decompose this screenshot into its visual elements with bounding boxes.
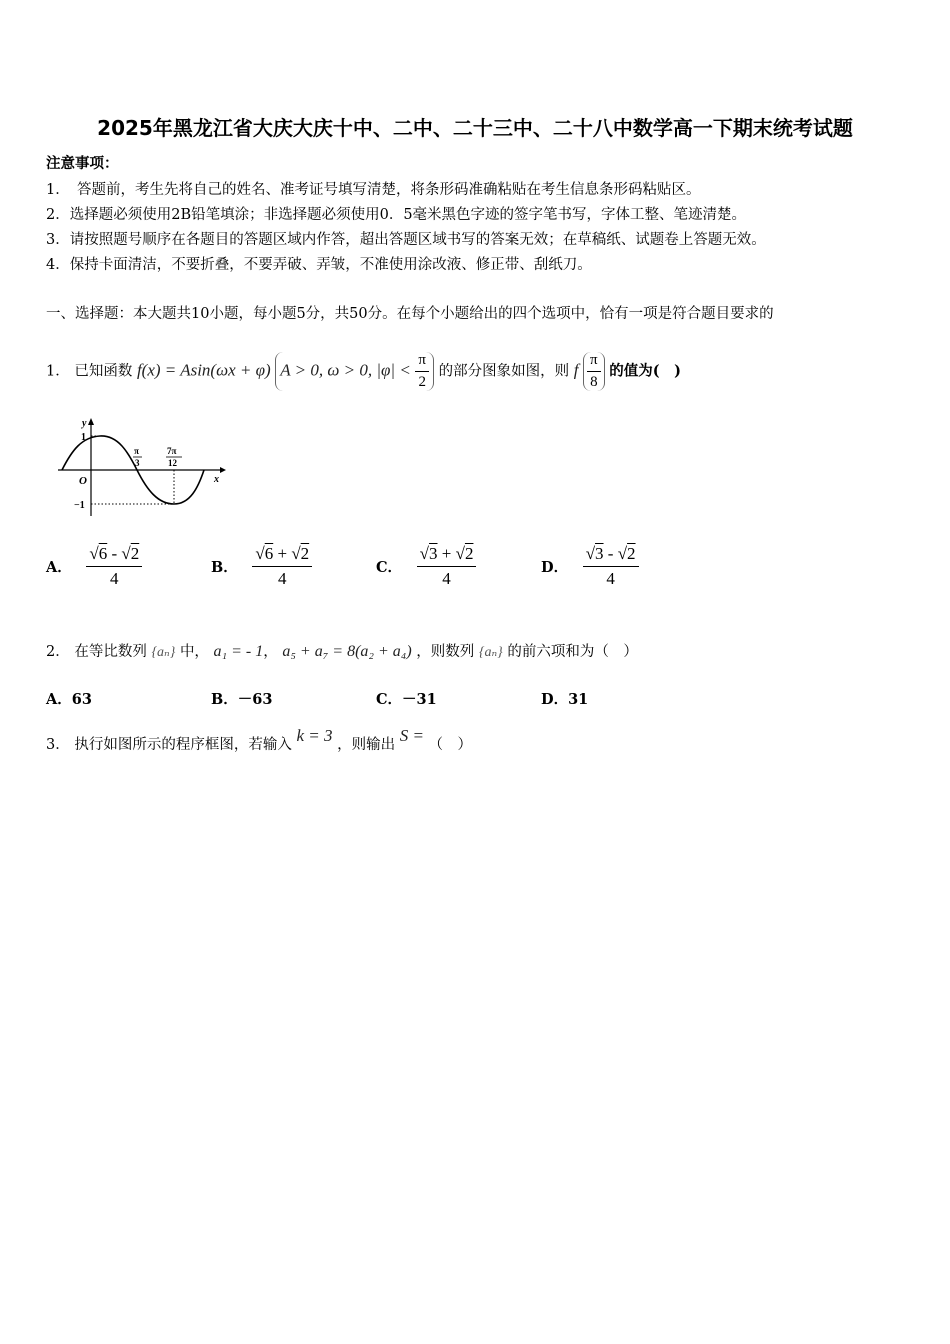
page-title: 2025年黑龙江省大庆大庆十中、二中、二十三中、二十八中数学高一下期末统考试题 <box>97 116 853 140</box>
notice-item: 3．请按照题号顺序在各题目的答题区域内作答，超出答题区域书写的答案无效；在草稿纸、试题卷上答题无效。 <box>46 232 766 248</box>
question-3-stem: 3． 执行如图所示的程序框图，若输入 k = 3 ，则输出 S = （ ） <box>46 726 473 753</box>
7pi-over-12-den: 12 <box>168 458 177 468</box>
q2-option-c[interactable]: C．－31 <box>376 691 437 708</box>
y-axis-arrow <box>88 418 94 425</box>
q1-option-c[interactable]: C． $\frac{√3 + √2}{4}$ <box>376 544 476 589</box>
q1-option-d[interactable]: D． $\frac{√3 - √2}{4}$ <box>541 544 639 589</box>
origin-label: O <box>79 475 87 487</box>
argument-bracket: $\frac{\pi}{8}$ <box>583 352 605 391</box>
7pi-over-12-num: 7π <box>167 446 177 456</box>
notice-heading: 注意事项： <box>46 155 119 172</box>
notice-item: 4．保持卡面清洁，不要折叠，不要弄破、弄皱，不准使用涂改液、修正带、刮纸刀。 <box>46 257 592 273</box>
q2-option-d[interactable]: D．31 <box>541 691 589 708</box>
q2-option-a[interactable]: A．63 <box>46 691 92 708</box>
pi-over-3-den: 3 <box>135 458 140 468</box>
question-number: 2． <box>46 644 70 660</box>
sine-graph <box>52 412 227 520</box>
question-2-stem: 2． 在等比数列 {aₙ} 中， a₁ = - 1， a₅ + a₇ = 8(a₂ + a₄) ，则数列 {aₙ} 的前六项和为（ ） <box>46 643 638 660</box>
function-expression: f(x) = Asin(ωx + φ) <box>136 360 271 380</box>
y-neg-one-label: −1 <box>74 500 85 511</box>
y-one-label: 1 <box>81 432 86 443</box>
notice-item: 1． 答题前，考生先将自己的姓名、准考证号填写清楚，将条形码准确粘贴在考生信息条形码粘贴区。 <box>46 182 701 198</box>
q1-option-a[interactable]: A． $\frac{√6 - √2}{4}$ <box>46 544 142 589</box>
q1-option-b[interactable]: B． $\frac{√6 + √2}{4}$ <box>211 544 312 589</box>
question-1-stem: 1． 已知函数 f(x) = Asin(ωx + φ) A > 0, ω > 0, |φ| < $\frac{\pi}{2}$ 的部分图象如图，则 f $\frac{\pi}{8}$ 的值为( ) <box>46 352 681 390</box>
pi-over-3-num: π <box>134 446 139 456</box>
y-label: y <box>82 418 87 429</box>
section-heading: 一、选择题：本大题共10小题，每小题5分，共50分。在每个小题给出的四个选项中，恰有一项是符合题目要求的 <box>46 306 774 322</box>
x-label: x <box>214 474 219 485</box>
q2-option-b[interactable]: B．－63 <box>211 691 273 708</box>
condition-bracket: A > 0, ω > 0, |φ| < $\frac{\pi}{2}$ <box>275 352 434 391</box>
notice-item: 2．选择题必须使用2B铅笔填涂；非选择题必须使用0．5毫米黑色字迹的签字笔书写，字体工整、笔迹清楚。 <box>46 207 747 223</box>
x-axis-arrow <box>220 467 226 473</box>
question-number: 3． <box>46 737 70 753</box>
question-number: 1． <box>46 363 70 380</box>
